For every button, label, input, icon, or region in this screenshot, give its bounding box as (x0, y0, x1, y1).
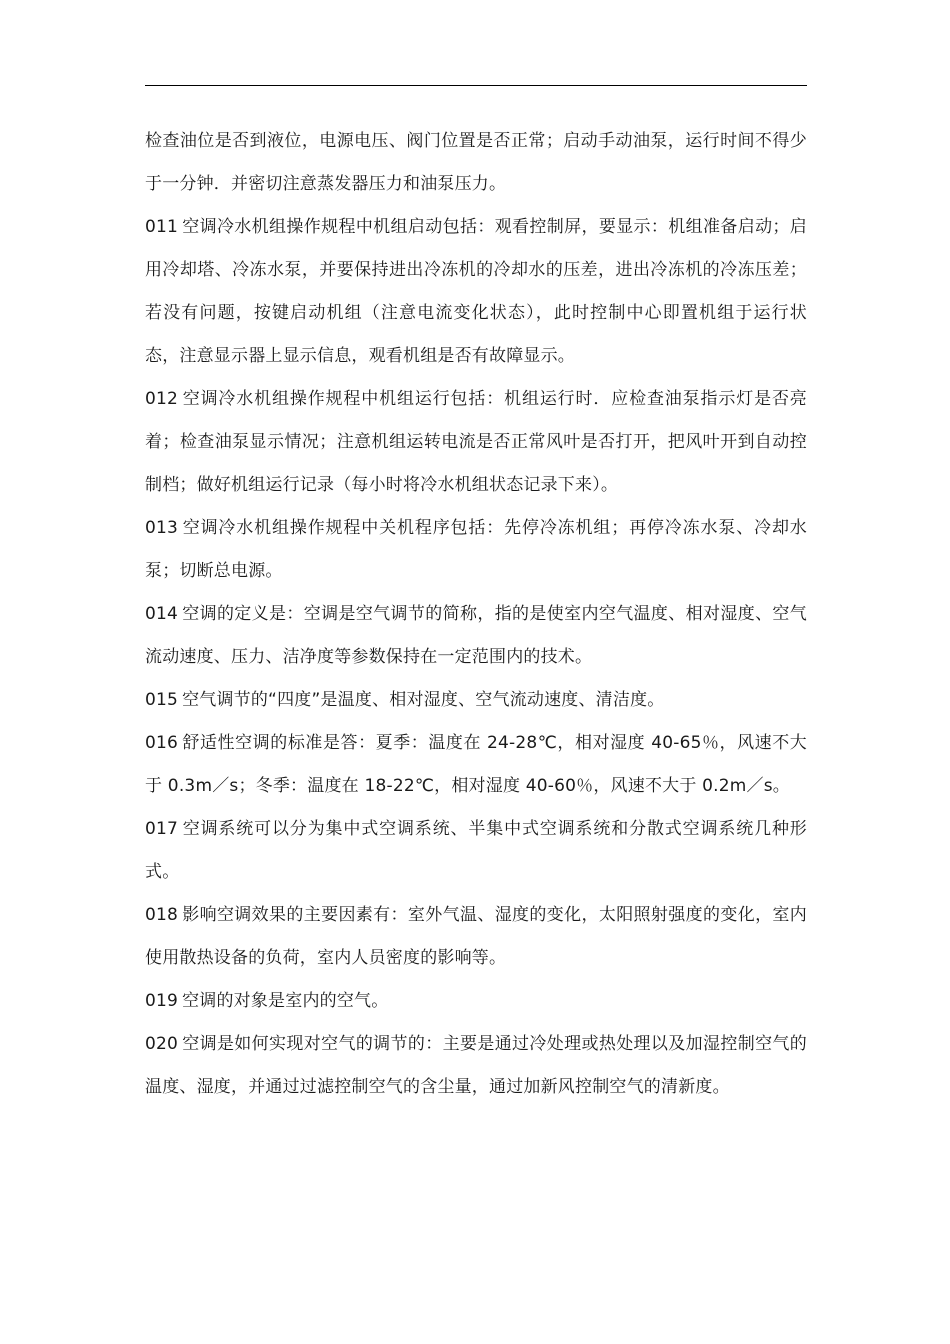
paragraph-012 (145, 378, 807, 507)
paragraph-number: 019 (145, 991, 179, 1011)
paragraph-text: 空气调节的“四度”是温度、相对湿度、空气流动速度、清洁度。 (182, 690, 665, 710)
paragraph-text: 空调冷水机组操作规程中机组运行包括：机组运行时．应检查油泵指示灯是否亮着；检查油泵显示情况；注意机组运转电流是否正常风叶是否打开，把风叶开到自动控制档；做好机组运行记录（每小时将冷水机组状态记录下来）。 (145, 389, 807, 495)
paragraph-text: 空调的定义是：空调是空气调节的简称，指的是使室内空气温度、相对湿度、空气流动速度、压力、洁净度等参数保持在一定范围内的技术。 (145, 604, 807, 667)
paragraph-text: 舒适性空调的标准是答：夏季：温度在 24-28℃，相对湿度 40-65％，风速不大于 0.3m／s；冬季：温度在 18-22℃，相对湿度 40-60％，风速不大于 0.2m／s。 (145, 733, 807, 796)
paragraph-number: 020 (145, 1034, 179, 1054)
document-body (145, 120, 807, 1109)
paragraph-text: 空调冷水机组操作规程中关机程序包括：先停冷冻机组；再停冷冻水泵、冷却水泵；切断总电源。 (145, 518, 807, 581)
paragraph-text: 影响空调效果的主要因素有：室外气温、湿度的变化，太阳照射强度的变化，室内使用散热设备的负荷，室内人员密度的影响等。 (145, 905, 807, 968)
paragraph-020 (145, 1023, 807, 1109)
paragraph-number: 012 (145, 389, 179, 409)
paragraph-011 (145, 206, 807, 378)
paragraph-019 (145, 980, 807, 1023)
paragraph-number: 013 (145, 518, 179, 538)
paragraph-number: 018 (145, 905, 179, 925)
paragraph-number: 015 (145, 690, 179, 710)
paragraph-016 (145, 722, 807, 808)
paragraph-number: 011 (145, 217, 179, 237)
paragraph-text: 空调的对象是室内的空气。 (182, 991, 389, 1011)
paragraph-continuation (145, 120, 807, 206)
paragraph-text: 空调系统可以分为集中式空调系统、半集中式空调系统和分散式空调系统几种形式。 (145, 819, 807, 882)
paragraph-text: 空调冷水机组操作规程中机组启动包括：观看控制屏，要显示：机组准备启动；启用冷却塔、冷冻水泵，并要保持进出冷冻机的冷却水的压差，进出冷冻机的冷冻压差；若没有问题，按键启动机组（注意电流变化状态），此时控制中心即置机组于运行状态，注意显示器上显示信息，观看机组是否有故障显示。 (145, 217, 807, 366)
paragraph-013 (145, 507, 807, 593)
paragraph-number: 016 (145, 733, 179, 753)
paragraph-014 (145, 593, 807, 679)
paragraph-number: 017 (145, 819, 179, 839)
paragraph-018 (145, 894, 807, 980)
paragraph-text: 空调是如何实现对空气的调节的：主要是通过冷处理或热处理以及加湿控制空气的温度、湿度，并通过过滤控制空气的含尘量，通过加新风控制空气的清新度。 (145, 1034, 807, 1097)
header-rule (145, 85, 807, 86)
paragraph-017 (145, 808, 807, 894)
paragraph-text: 检查油位是否到液位，电源电压、阀门位置是否正常；启动手动油泵，运行时间不得少于一分钟．并密切注意蒸发器压力和油泵压力。 (145, 131, 807, 194)
paragraph-015 (145, 679, 807, 722)
paragraph-number: 014 (145, 604, 179, 624)
